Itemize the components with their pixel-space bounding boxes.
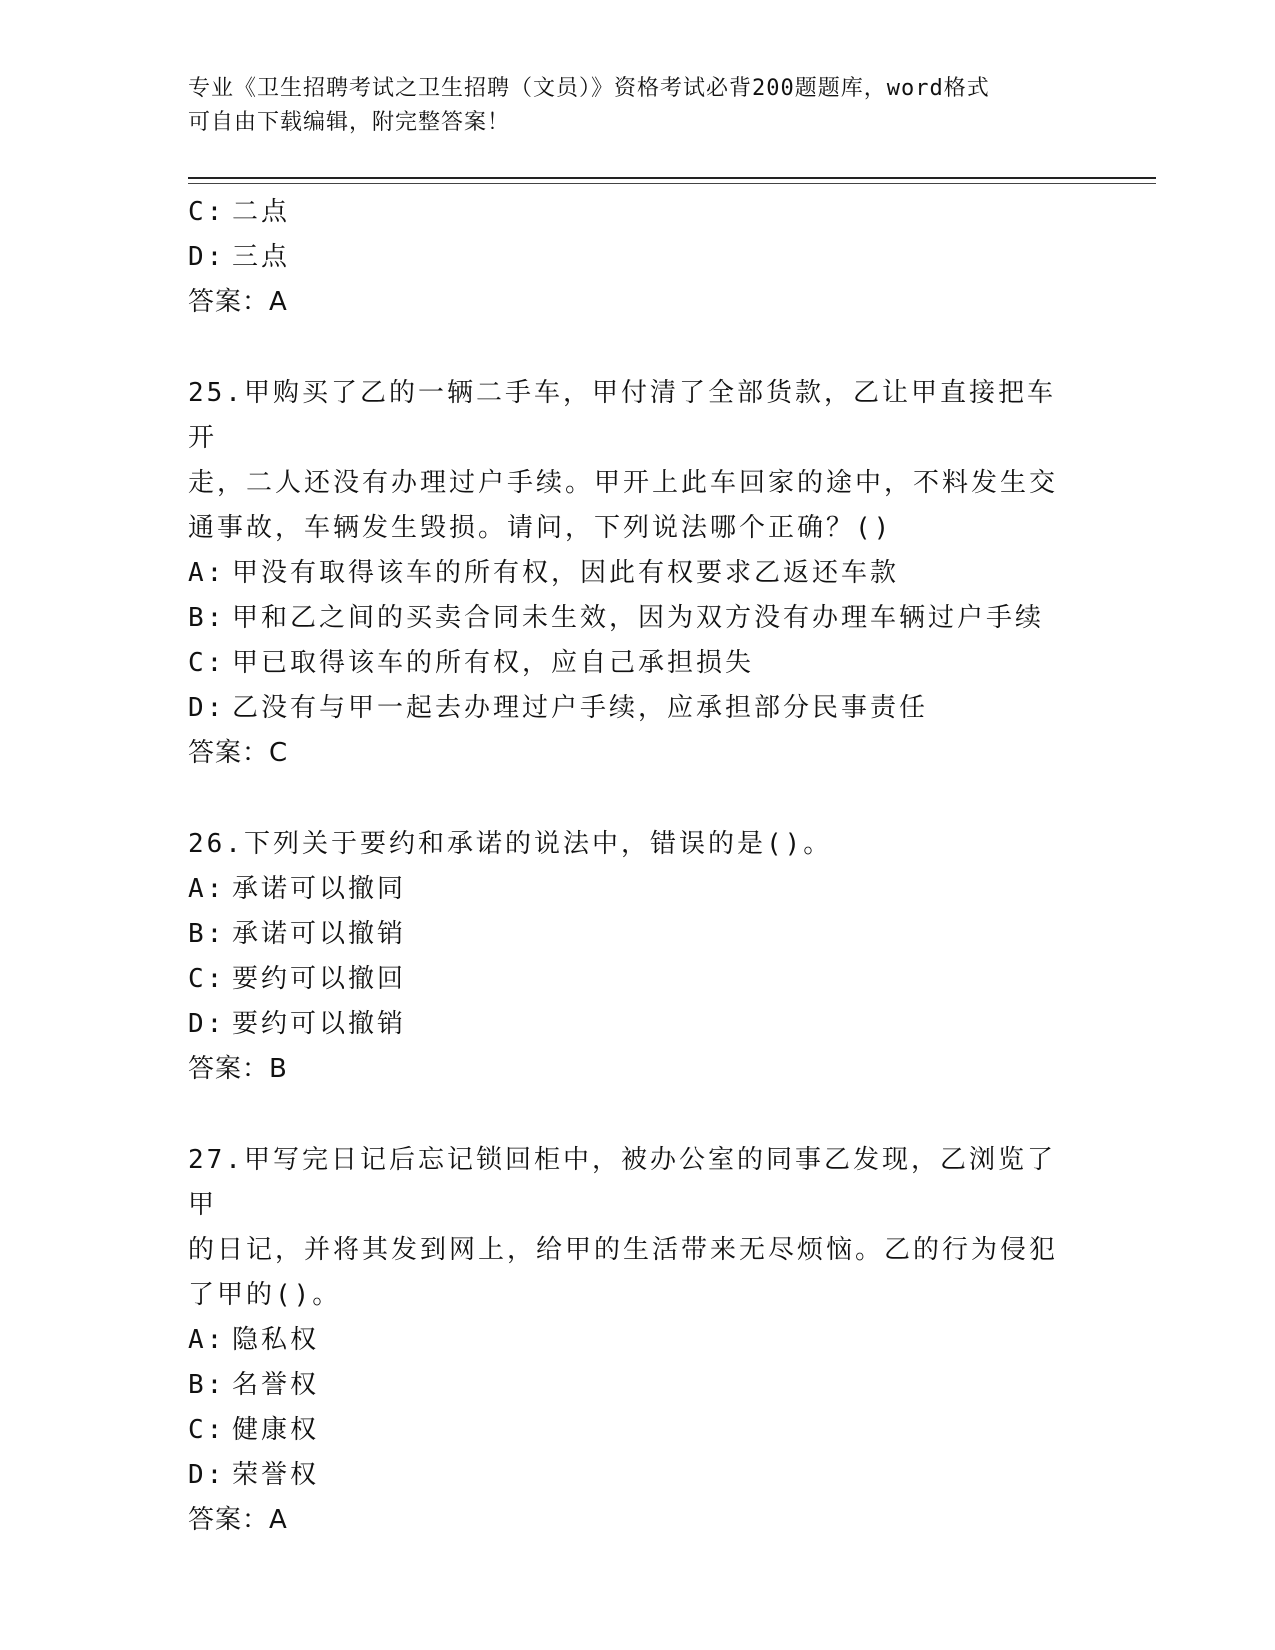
option-text: 荣誉权 (232, 1460, 320, 1490)
question-27 (188, 1138, 1088, 1543)
option-text: 甲没有取得该车的所有权，因此有权要求乙返还车款 (232, 558, 900, 588)
question-list (188, 190, 1088, 1543)
option-c (188, 190, 1088, 235)
option-letter: D: (188, 693, 226, 723)
option-letter: A: (188, 1325, 226, 1355)
option-c (188, 957, 1088, 1002)
header-line-1: 专业《卫生招聘考试之卫生招聘（文员）》资格考试必背200题题库，word格式 (188, 76, 990, 101)
stem-line: 26.下列关于要约和承诺的说法中，错误的是()。 (188, 829, 833, 859)
option-text: 承诺可以撤同 (232, 874, 407, 904)
option-text: 隐私权 (232, 1325, 320, 1355)
option-b (188, 912, 1088, 957)
option-letter: D: (188, 1009, 226, 1039)
option-text: 三点 (232, 242, 291, 272)
option-letter: B: (188, 1370, 226, 1400)
question-stem (188, 1138, 1068, 1318)
option-b (188, 596, 1088, 641)
option-text: 要约可以撤销 (232, 1009, 407, 1039)
option-a (188, 867, 1088, 912)
question-stem (188, 371, 1068, 551)
option-c (188, 641, 1088, 686)
option-text: 承诺可以撤销 (232, 919, 407, 949)
answer-line: 答案：A (188, 287, 288, 317)
question-25 (188, 371, 1088, 776)
option-c (188, 1408, 1088, 1453)
option-d (188, 686, 1088, 731)
page-header (188, 72, 1088, 140)
option-a (188, 551, 1088, 596)
question-continued (188, 190, 1088, 325)
option-text: 二点 (232, 197, 291, 227)
option-letter: C: (188, 648, 226, 678)
question-stem (188, 822, 1068, 867)
option-text: 甲已取得该车的所有权，应自己承担损失 (232, 648, 755, 678)
answer-line: 答案：A (188, 1505, 288, 1535)
stem-line: 通事故，车辆发生毁损。请问，下列说法哪个正确？() (188, 513, 893, 543)
option-text: 乙没有与甲一起去办理过户手续，应承担部分民事责任 (232, 693, 929, 723)
option-text: 健康权 (232, 1415, 320, 1445)
option-letter: C: (188, 1415, 226, 1445)
header-divider-thin (188, 183, 1156, 184)
question-26 (188, 822, 1088, 1092)
option-text: 要约可以撤回 (232, 964, 407, 994)
stem-line: 走，二人还没有办理过户手续。甲开上此车回家的途中，不料发生交 (188, 468, 1059, 498)
option-letter: C: (188, 197, 226, 227)
option-letter: D: (188, 242, 226, 272)
answer-line: 答案：B (188, 1054, 288, 1084)
option-b (188, 1363, 1088, 1408)
option-letter: D: (188, 1460, 226, 1490)
stem-line: 27.甲写完日记后忘记锁回柜中，被办公室的同事乙发现，乙浏览了甲 (188, 1145, 1056, 1220)
stem-line: 的日记，并将其发到网上，给甲的生活带来无尽烦恼。乙的行为侵犯 (188, 1235, 1059, 1265)
option-d (188, 235, 1088, 280)
header-line-2: 可自由下载编辑，附完整答案！ (188, 110, 511, 135)
option-letter: A: (188, 874, 226, 904)
option-text: 名誉权 (232, 1370, 320, 1400)
answer-line: 答案：C (188, 738, 289, 768)
option-text: 甲和乙之间的买卖合同未生效，因为双方没有办理车辆过户手续 (232, 603, 1045, 633)
option-letter: B: (188, 603, 226, 633)
stem-line: 了甲的()。 (188, 1280, 342, 1310)
option-letter: A: (188, 558, 226, 588)
option-d (188, 1453, 1088, 1498)
option-a (188, 1318, 1088, 1363)
header-divider-thick (188, 177, 1156, 179)
stem-line: 25.甲购买了乙的一辆二手车，甲付清了全部货款，乙让甲直接把车开 (188, 378, 1056, 453)
option-letter: B: (188, 919, 226, 949)
option-letter: C: (188, 964, 226, 994)
option-d (188, 1002, 1088, 1047)
